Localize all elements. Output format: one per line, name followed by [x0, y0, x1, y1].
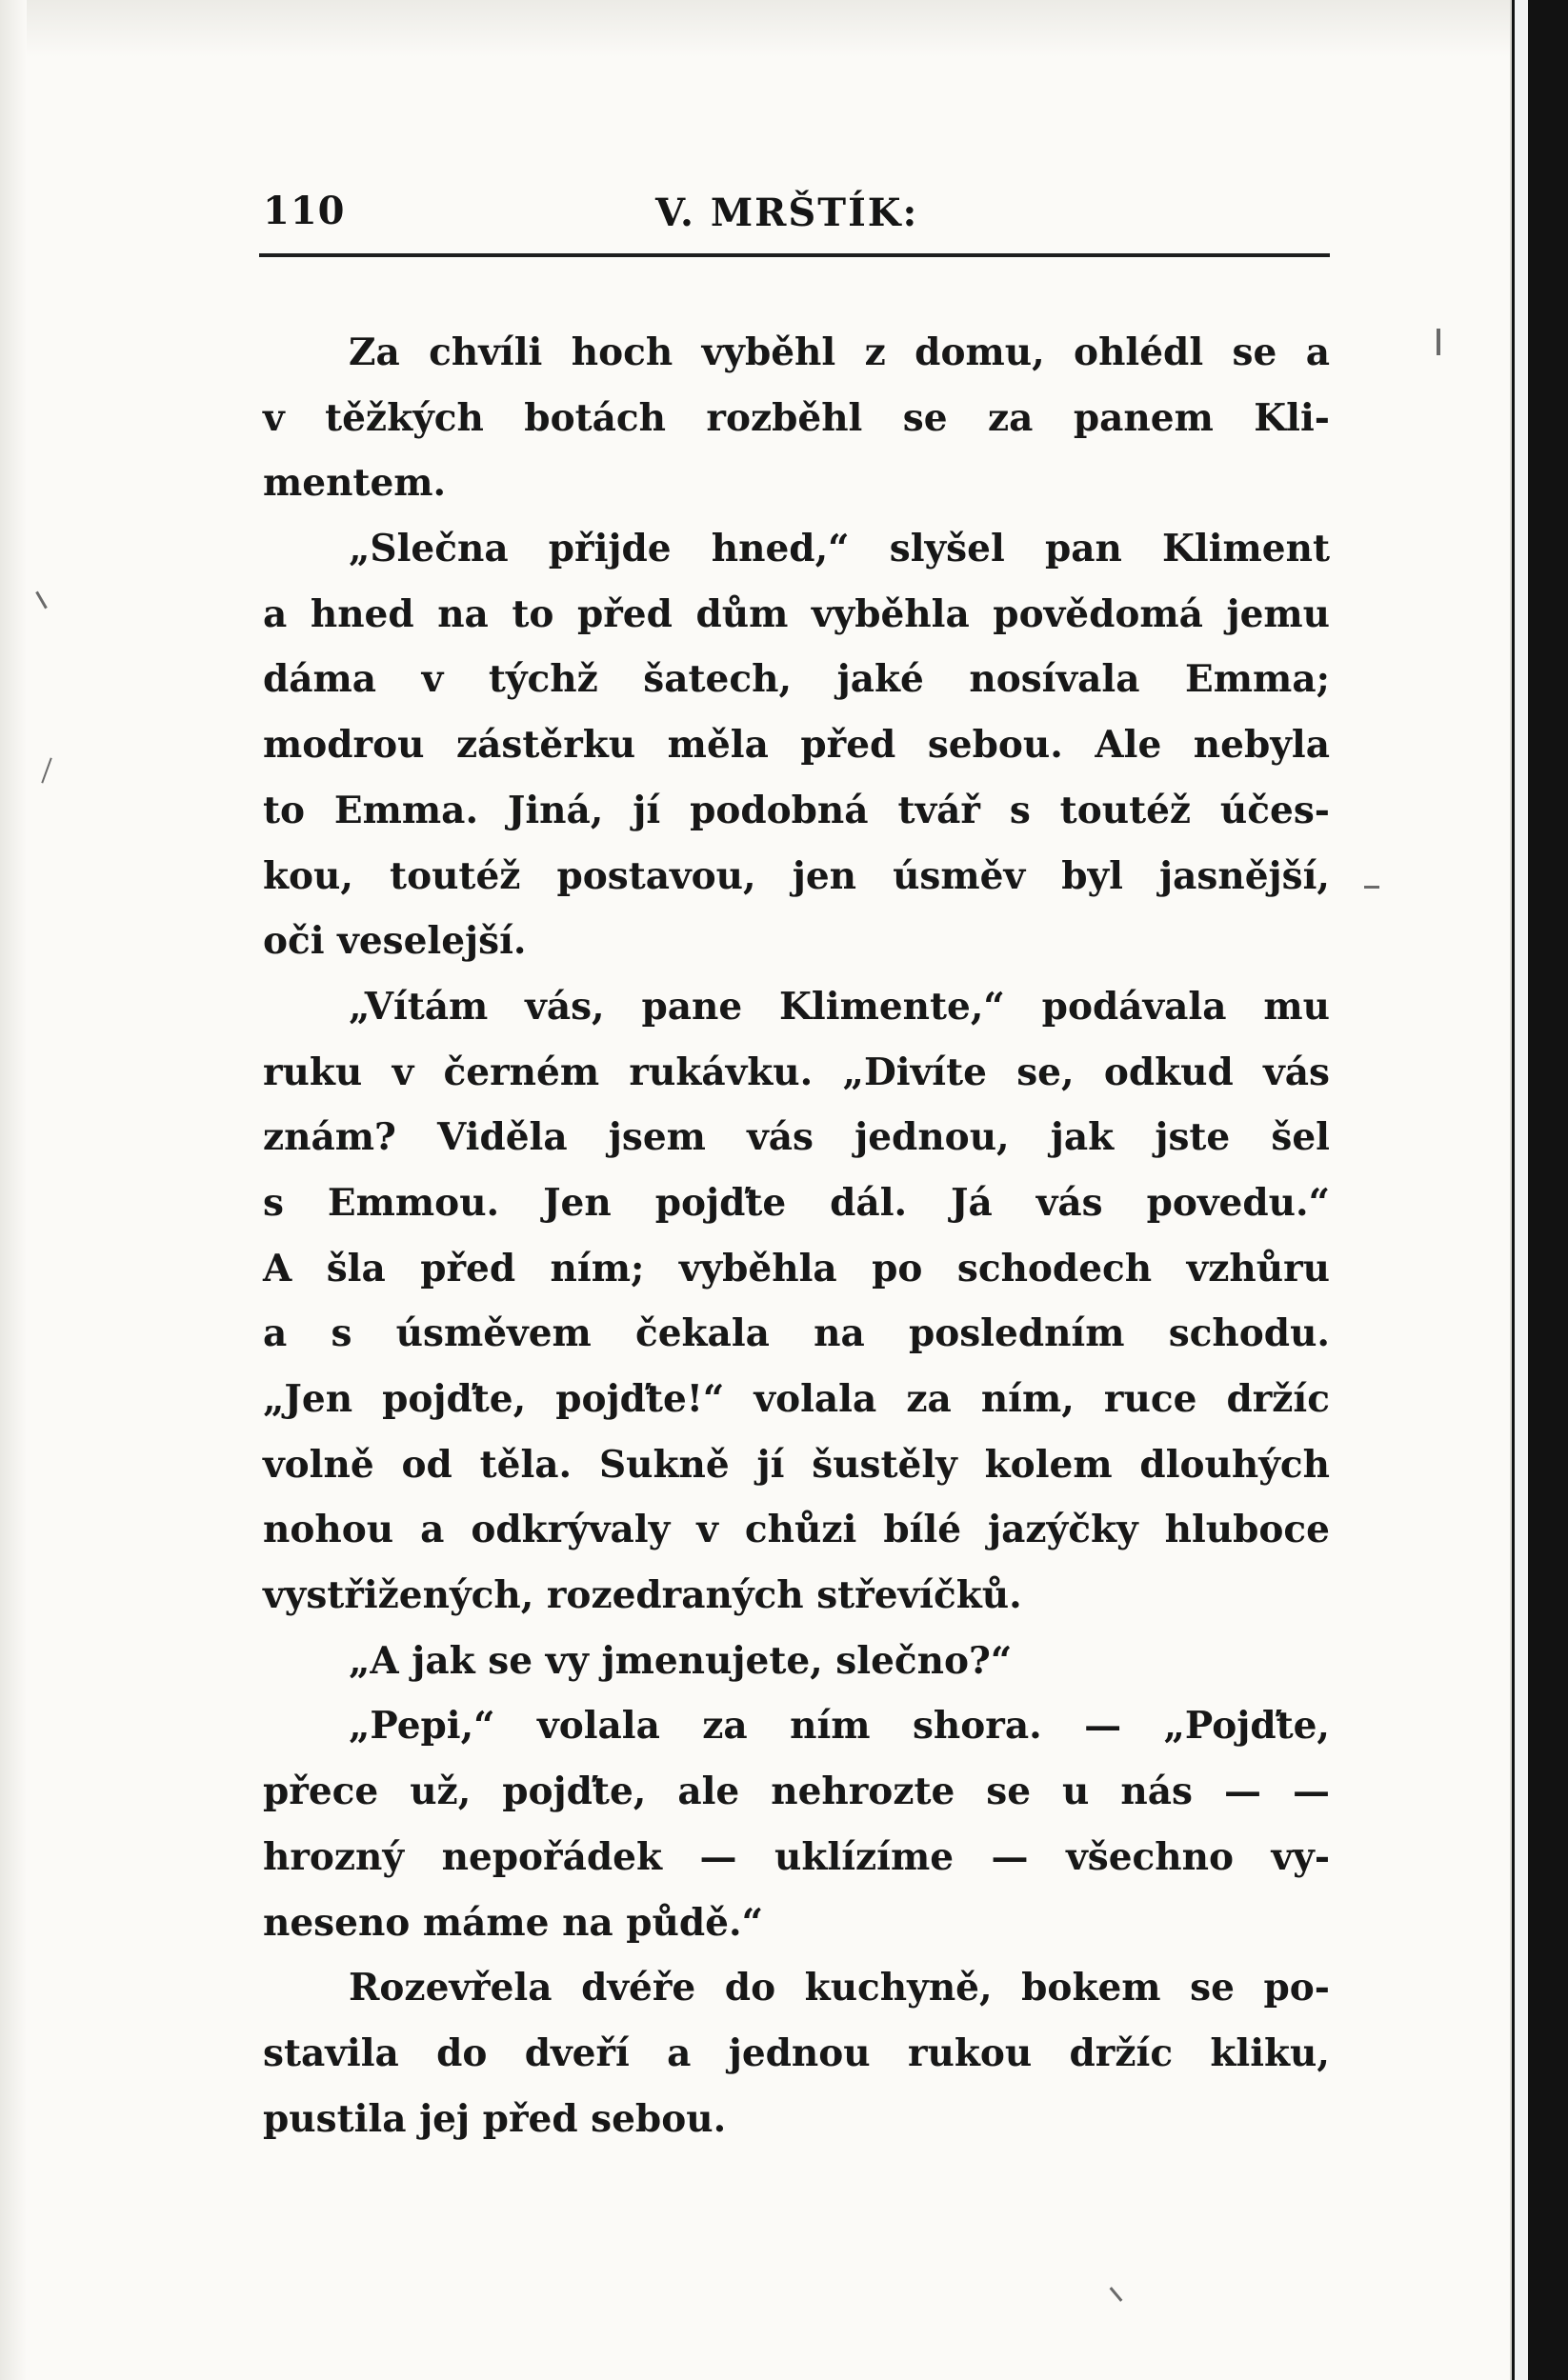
text-line: nohou a odkrývaly v chůzi bílé jazýčky hluboce — [263, 1508, 1330, 1552]
speck — [35, 591, 48, 610]
speck — [1437, 329, 1440, 355]
text-line: ruku v černém rukávku. „Divíte se, odkud vás — [263, 1050, 1330, 1094]
text-line: neseno máme na půdě.“ — [263, 1900, 763, 1945]
text-line: Za chvíli hoch vyběhl z domu, ohlédl se a — [349, 330, 1330, 374]
text-line: stavila do dveří a jednou rukou držíc kliku, — [263, 2030, 1330, 2075]
text-line: s Emmou. Jen pojďte dál. Já vás povedu.“ — [263, 1180, 1330, 1225]
text-line: a s úsměvem čekala na posledním schodu. — [263, 1311, 1330, 1356]
scan-shadow-left — [0, 0, 27, 2380]
text-line: znám? Viděla jsem vás jednou, jak jste šel — [263, 1115, 1330, 1160]
text-line: „Jen pojďte, pojďte!“ volala za ním, ruce držíc — [263, 1377, 1330, 1421]
text-line: „Vítám vás, pane Klimente,“ podávala mu — [349, 984, 1330, 1029]
page-header — [263, 189, 1330, 246]
page-number: 110 — [263, 189, 346, 233]
text-line: oči veselejší. — [263, 919, 527, 964]
body-text — [263, 320, 1330, 2151]
text-line: přece už, pojďte, ale nehrozte se u nás — — — [263, 1770, 1330, 1814]
text-line: a hned na to před dům vyběhla povědomá jemu — [263, 591, 1330, 636]
scan-shadow-top — [0, 0, 1510, 57]
scan-border-right-edge — [1515, 0, 1528, 2380]
text-line: „A jak se vy jmenujete, slečno?“ — [349, 1638, 1013, 1683]
text-line: kou, toutéž postavou, jen úsměv byl jasnější, — [263, 853, 1330, 898]
text-line: to Emma. Jiná, jí podobná tvář s toutéž účes- — [263, 788, 1330, 832]
speck — [41, 758, 51, 784]
text-line: vystřižených, rozedraných střevíčků. — [263, 1573, 1022, 1618]
text-line: Rozevřela dvéře do kuchyně, bokem se po- — [349, 1966, 1330, 2010]
text-line: dáma v týchž šatech, jaké nosívala Emma; — [263, 657, 1330, 702]
text-line: hrozný nepořádek — uklízíme — všechno vy- — [263, 1834, 1330, 1879]
speck — [1364, 886, 1379, 889]
text-line: volně od těla. Sukně jí šustěly kolem dlouhých — [263, 1442, 1330, 1487]
text-line: „Pepi,“ volala za ním shora. — „Pojďte, — [349, 1704, 1330, 1749]
text-line: modrou zástěrku měla před sebou. Ale nebyla — [263, 723, 1330, 768]
speck — [1110, 2287, 1123, 2302]
text-line: mentem. — [263, 461, 447, 506]
text-line: pustila jej před sebou. — [263, 2096, 727, 2141]
running-head: V. MRŠTÍK: — [655, 190, 919, 235]
text-line: A šla před ním; vyběhla po schodech vzhůru — [263, 1246, 1330, 1290]
header-rule — [259, 253, 1330, 257]
text-line: v těžkých botách rozběhl se za panem Kli- — [263, 395, 1330, 440]
text-line: „Slečna přijde hned,“ slyšel pan Kliment — [349, 527, 1330, 571]
